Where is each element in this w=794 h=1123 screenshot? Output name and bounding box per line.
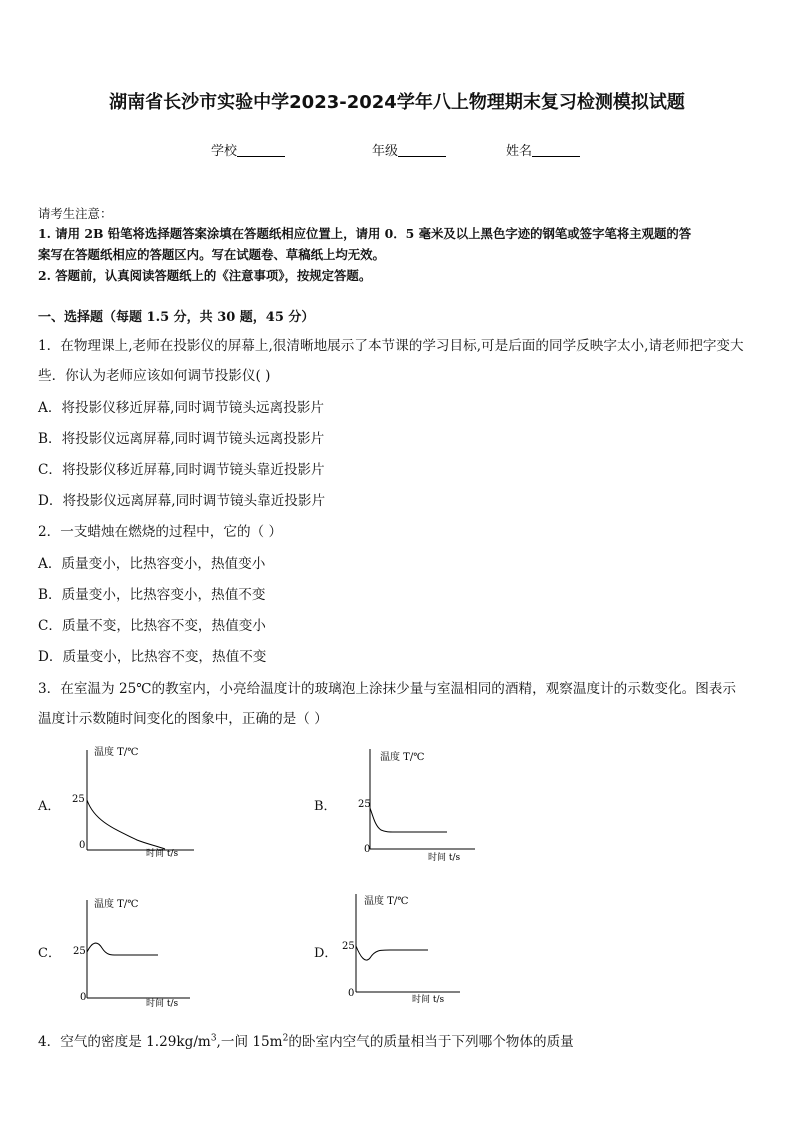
q4-sup-1: 3 xyxy=(210,1033,217,1044)
q2-option-b: B．质量变小，比热容变小，热值不变 xyxy=(38,587,266,603)
q2-option-d: D．质量变小，比热容不变，热值不变 xyxy=(38,649,267,665)
q2-option-a: A．质量变小，比热容变小，热值变小 xyxy=(38,556,266,572)
q2-option-c: C．质量不变，比热容不变，热值变小 xyxy=(38,618,266,634)
q3-graph-d xyxy=(340,890,470,1010)
school-label: 学校 xyxy=(211,144,238,159)
q3-graph-c-label: C． xyxy=(38,946,61,961)
q1-option-a: A．将投影仪移近屏幕,同时调节镜头远离投影片 xyxy=(38,400,325,416)
temperature-curve xyxy=(87,943,158,955)
q3-graph-d-label: D． xyxy=(314,946,338,961)
origin-label: 0 xyxy=(80,992,87,1003)
x-axis-label: 时间 t/s xyxy=(146,849,179,859)
q1-option-c: C．将投影仪移近屏幕,同时调节镜头靠近投影片 xyxy=(38,462,325,478)
y-axis-label: 温度 T/℃ xyxy=(94,899,139,910)
tick-25: 25 xyxy=(342,941,355,952)
q4-stem-mid: ,一间 15m xyxy=(216,1034,283,1050)
tick-25: 25 xyxy=(72,794,85,805)
name-label: 姓名 xyxy=(506,144,533,159)
x-axis-label: 时间 t/s xyxy=(428,853,461,863)
school-field xyxy=(211,140,285,159)
q3-stem-line2: 温度计示数随时间变化的图象中，正确的是（ ） xyxy=(38,711,328,727)
grade-label: 年级 xyxy=(372,144,399,159)
temperature-curve xyxy=(356,946,428,960)
y-axis-label: 温度 T/℃ xyxy=(380,752,425,763)
q3-graph-b-label: B． xyxy=(314,799,337,814)
temperature-curve xyxy=(370,808,447,832)
origin-label: 0 xyxy=(79,840,86,851)
q3-stem-line1: 3．在室温为 25℃的教室内，小亮给温度计的玻璃泡上涂抹少量与室温相同的酒精，观察温度计的示数变化。图表示 xyxy=(38,681,736,697)
name-field xyxy=(506,140,580,159)
tick-25: 25 xyxy=(73,946,86,957)
q2-stem: 2．一支蜡烛在燃烧的过程中，它的（ ） xyxy=(38,524,283,540)
notice-line-1a: 1. 请用 2B 铅笔将选择题答案涂填在答题纸相应位置上，请用 0．5 毫米及以上黑色字迹的钢笔或签字笔将主观题的答 xyxy=(38,226,692,241)
section-heading: 一、选择题（每题 1.5 分，共 30 题，45 分） xyxy=(38,310,315,325)
notice-line-1b: 案写在答题纸相应的答题区内。写在试题卷、草稿纸上均无效。 xyxy=(38,247,385,262)
q4-stem-post: 的卧室内空气的质量相当于下列哪个物体的质量 xyxy=(288,1034,574,1050)
q3-graph-a xyxy=(72,742,202,862)
x-axis-label: 时间 t/s xyxy=(146,999,179,1009)
q1-stem-line1: 1．在物理课上,老师在投影仪的屏幕上,很清晰地展示了本节课的学习目标,可是后面的同学反映字太小,请老师把字变大 xyxy=(38,338,744,354)
y-axis-label: 温度 T/℃ xyxy=(94,747,139,758)
q4-stem-pre: 4．空气的密度是 1.29kg/m xyxy=(38,1034,211,1050)
q4-sup-2: 2 xyxy=(282,1033,289,1044)
origin-label: 0 xyxy=(364,844,371,855)
q1-stem-line2: 些．你认为老师应该如何调节投影仪( ) xyxy=(38,368,271,384)
y-axis-label: 温度 T/℃ xyxy=(364,896,409,907)
grade-field xyxy=(372,140,446,159)
tick-25: 25 xyxy=(358,799,371,810)
q3-graph-b xyxy=(355,746,485,866)
q1-option-b: B．将投影仪远离屏幕,同时调节镜头远离投影片 xyxy=(38,431,325,447)
x-axis-label: 时间 t/s xyxy=(412,995,445,1005)
origin-label: 0 xyxy=(348,988,355,999)
school-blank xyxy=(237,144,285,157)
page-title: 湖南省长沙市实验中学2023-2024学年八上物理期末复习检测模拟试题 xyxy=(109,92,685,113)
q4-stem xyxy=(38,1030,574,1050)
notice-line-2: 2. 答题前，认真阅读答题纸上的《注意事项》，按规定答题。 xyxy=(38,268,372,283)
notice-heading: 请考生注意： xyxy=(38,206,113,221)
grade-blank xyxy=(398,144,446,157)
q1-option-d: D．将投影仪远离屏幕,同时调节镜头靠近投影片 xyxy=(38,493,326,509)
q3-graph-c xyxy=(72,892,202,1012)
q3-graph-a-label: A． xyxy=(38,799,61,814)
name-blank xyxy=(532,144,580,157)
temperature-curve xyxy=(87,800,165,849)
